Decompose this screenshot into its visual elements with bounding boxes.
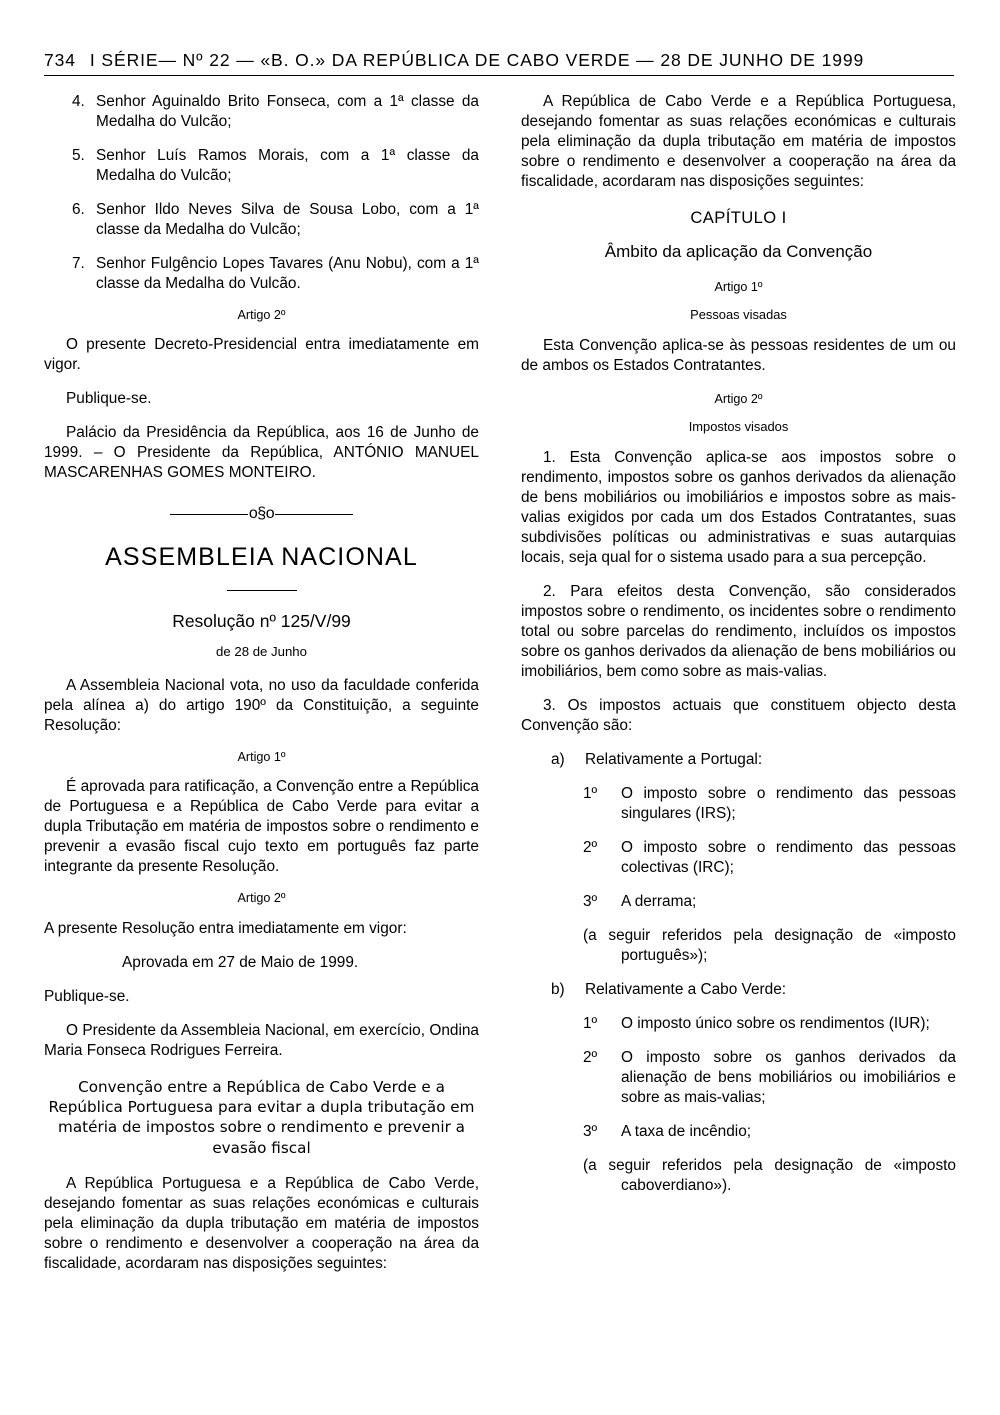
list-item-number: 4. (72, 93, 85, 110)
ornament-rule-left (170, 514, 248, 515)
page-running-head (44, 52, 954, 76)
list-item-marker: a) (551, 750, 565, 768)
list-note: (a seguir referidos pela designação de «imposto português»); (583, 926, 956, 964)
paragraph-item-2: 2. Para efeitos desta Convenção, são considerados impostos sobre o rendimento, os incidentes sobre o rendimento total ou sobre parcelas do rendimento, incluídos os impostos sobre os ganhos derivados da alienação de bens mobiliários ou imobiliários, bem como sobre as mais-valias. (521, 582, 956, 680)
running-head-body: I SÉRIE— Nº 22 — «B. O.» DA REPÚBLICA DE CABO VERDE — 28 DE JUNHO DE 1999 (89, 50, 865, 70)
resolution-date: de 28 de Junho (216, 644, 307, 660)
list-item-text: Senhor Ildo Neves Silva de Sousa Lobo, com a 1ª classe da Medalha do Vulcão; (96, 201, 479, 239)
running-head-text (44, 52, 954, 70)
convention-title: Convenção entre a República de Cabo Verde e a República Portuguesa para evitar a dupla tributação em matéria de impostos sobre o rendimento e prevenir a evasão fiscal (48, 1077, 475, 1157)
title-divider-rule (227, 590, 297, 591)
list-item (521, 1014, 956, 1034)
list-item (521, 750, 956, 770)
institution-title: ASSEMBLEIA NACIONAL (105, 543, 418, 572)
paragraph-artigo-2: A presente Resolução entra imediatamente em vigor: (44, 919, 407, 937)
list-item (521, 892, 956, 912)
list-item-marker: 2º (583, 1048, 598, 1066)
list-note: (a seguir referidos pela designação de «imposto caboverdiano»). (583, 1157, 956, 1195)
list-item-number: 7. (72, 255, 85, 273)
list-item (521, 784, 956, 824)
portugal-tax-items (521, 784, 956, 966)
list-item-marker: 3º (583, 892, 598, 910)
list-item (44, 92, 479, 132)
paragraph-artigo-1: Esta Convenção aplica-se às pessoas residentes de um ou de ambos os Estados Contratantes. (521, 336, 956, 374)
paragraph-item-1: 1. Esta Convenção aplica-se aos impostos sobre o rendimento, impostos sobre os ganhos derivados da alienação de bens mobiliários ou imobiliários e impostos sobre as mais-valias exigidos por cada um dos Estados Contratantes, suas subdivisões políticas ou administrativas e suas autarquias locais, seja qual for o sistema usado para a sua percepção. (521, 448, 956, 566)
left-column (44, 92, 479, 1288)
list-item-marker: 3º (583, 1123, 598, 1140)
paragraph-publique-se-2: Publique-se. (44, 987, 130, 1005)
article-heading-1: Artigo 1º (237, 750, 286, 765)
list-item (521, 1048, 956, 1108)
paragraph-item-3: 3. Os impostos actuais que constituem objecto desta Convenção são: (521, 696, 956, 734)
list-item (44, 254, 479, 294)
paragraph-presidente: O Presidente da Assembleia Nacional, em exercício, Ondina Maria Fonseca Rodrigues Ferreira. (44, 1021, 479, 1059)
paragraph-aprovada: Aprovada em 27 de Maio de 1999. (122, 953, 359, 971)
article-heading-1: Artigo 1º (714, 280, 763, 295)
list-item-text: Relativamente a Portugal: (585, 750, 763, 768)
list-item-marker: b) (551, 980, 565, 998)
page-number: 734 (44, 50, 76, 70)
list-item-number: 5. (72, 147, 85, 165)
ornament-glyph: o§o (248, 505, 275, 523)
article-1-subheading: Pessoas visadas (690, 307, 787, 323)
list-item (44, 200, 479, 240)
list-item (44, 146, 479, 186)
list-item-text: A taxa de incêndio; (621, 1123, 752, 1140)
list-item-text: O imposto sobre o rendimento das pessoas colectivas (IRC); (621, 838, 956, 876)
tax-list-portugal (521, 750, 956, 770)
two-column-body (44, 92, 956, 1288)
list-item-text: O imposto sobre os ganhos derivados da alienação de bens mobiliários ou imobiliários e sobre as mais-valias; (621, 1048, 956, 1106)
article-heading: Artigo 2º (237, 308, 286, 323)
list-item-text: O imposto sobre o rendimento das pessoas singulares (IRS); (621, 784, 956, 822)
caboverde-tax-items (521, 1014, 956, 1196)
paragraph-decreto-entry: O presente Decreto-Presidencial entra imediatamente em vigor. (44, 336, 479, 374)
paragraph-artigo-1: É aprovada para ratificação, a Convenção entre a República de Portuguesa e a República de Cabo Verde para evitar a dupla Tributação em matéria de impostos sobre o rendimento e prevenir a evasão fiscal cujo texto em português faz parte integrante da presente Resolução. (44, 778, 479, 876)
list-item (521, 838, 956, 878)
article-2-subheading: Impostos visados (688, 419, 789, 435)
list-item-text: Senhor Aguinaldo Brito Fonseca, com a 1ª classe da Medalha do Vulcão; (96, 93, 479, 131)
list-item-text: Senhor Luís Ramos Morais, com a 1ª classe da Medalha do Vulcão; (96, 147, 479, 185)
paragraph-preamble-left: A República Portuguesa e a República de Cabo Verde, desejando fomentar as suas relações económicas e culturais pela eliminação da dupla tributação em matéria de impostos sobre o rendimento e desenvolver a cooperação na área da fiscalidade, acordaram nas disposições seguintes: (44, 1175, 479, 1273)
paragraph-publique-se-1: Publique-se. (66, 390, 152, 408)
medal-recipients-list (44, 92, 479, 294)
ornament-rule-right (275, 514, 353, 515)
resolution-number: Resolução nº 125/V/99 (172, 611, 351, 632)
right-column (521, 92, 956, 1288)
list-item-marker: 1º (583, 1014, 598, 1032)
list-item-text: Relativamente a Cabo Verde: (585, 980, 787, 998)
list-item-marker: 2º (583, 838, 598, 856)
list-item-text: A derrama; (621, 892, 697, 910)
article-heading-2: Artigo 2º (237, 891, 286, 906)
paragraph-vota: A Assembleia Nacional vota, no uso da faculdade conferida pela alínea a) do artigo 190º da Constituição, a seguinte Resolução: (44, 677, 479, 735)
article-heading-2: Artigo 2º (714, 392, 763, 406)
list-item-text: Senhor Fulgêncio Lopes Tavares (Anu Nobu), com a 1ª classe da Medalha do Vulcão. (96, 255, 479, 293)
list-item (521, 980, 956, 1000)
paragraph-preamble-right: A República de Cabo Verde e a República Portuguesa, desejando fomentar as suas relações económicas e culturais pela eliminação da dupla tributação em matéria de impostos sobre o rendimento e desenvolver a cooperação na área da fiscalidade, acordaram nas disposições seguintes: (521, 93, 956, 191)
paragraph-palacio: Palácio da Presidência da República, aos 16 de Junho de 1999. – O Presidente da República, ANTÓNIO MANUEL MASCARENHAS GOMES MONTEIRO. (44, 424, 479, 482)
list-item-number: 6. (72, 201, 85, 219)
chapter-subheading: Âmbito da aplicação da Convenção (604, 241, 873, 261)
section-ornament (44, 505, 479, 523)
tax-list-caboverde (521, 980, 956, 1000)
list-item-text: O imposto único sobre os rendimentos (IUR); (621, 1014, 930, 1032)
chapter-heading: CAPÍTULO I (690, 208, 787, 228)
list-item (521, 1122, 956, 1142)
list-item-marker: 1º (583, 784, 598, 802)
